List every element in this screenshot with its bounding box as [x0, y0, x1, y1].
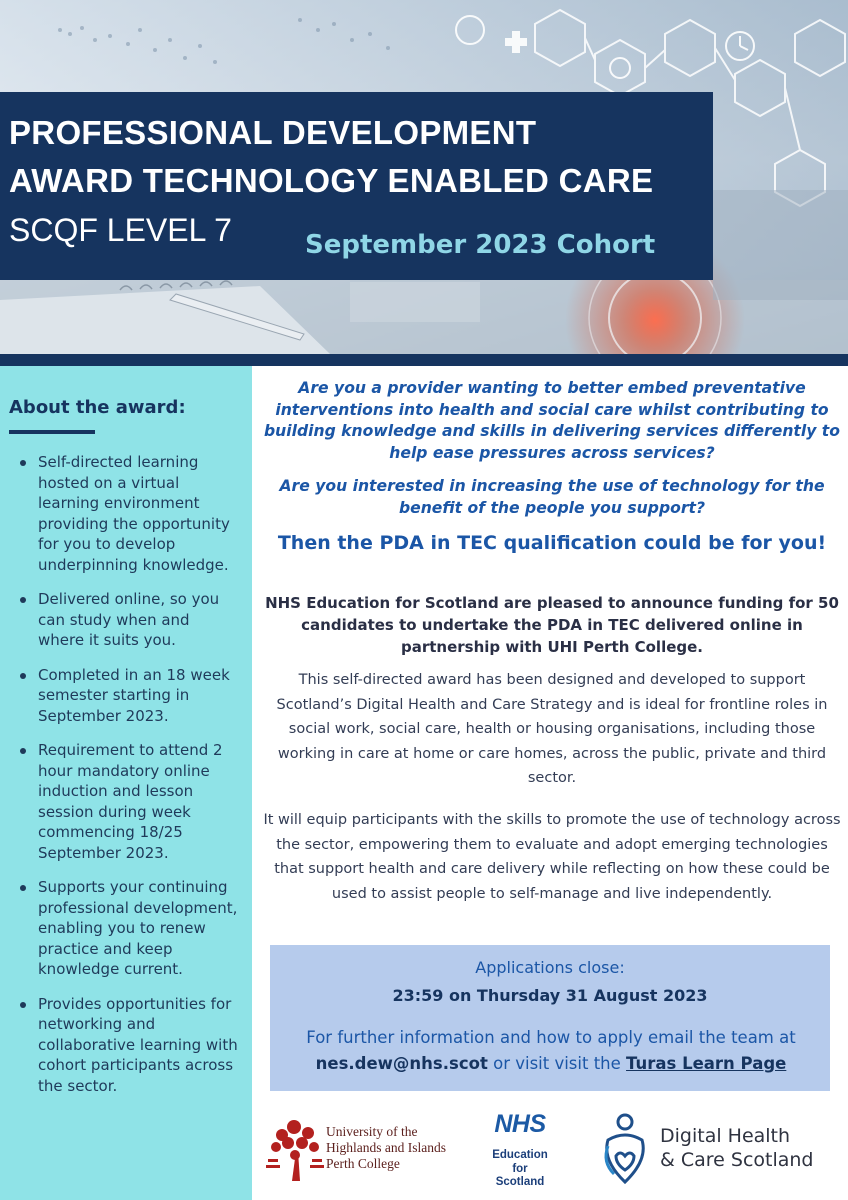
nhs-logo-line: Education — [492, 1149, 548, 1161]
page-title-line-2: AWARD TECHNOLOGY ENABLED CARE — [9, 162, 654, 199]
uhi-logo-line: Perth College — [326, 1156, 400, 1171]
digital-health-care-logo-text — [660, 1124, 814, 1172]
page-title-line-1: PROFESSIONAL DEVELOPMENT — [9, 114, 537, 151]
funding-announcement: NHS Education for Scotland are pleased to announce funding for 50 candidates to undertake the PDA in TEC delivered online in partnership with UHI Perth College. — [265, 594, 839, 656]
hero-divider — [0, 354, 848, 366]
nhs-logo-mark: NHS — [494, 1110, 546, 1138]
about-list-item: Completed in an 18 week semester starting in September 2023. — [18, 665, 240, 727]
nhs-logo-line: Scotland — [495, 1176, 545, 1188]
uhi-logo-line: Highlands and Islands — [326, 1140, 446, 1155]
about-list-item: Delivered online, so you can study when and where it suits you. — [18, 589, 240, 651]
about-heading-underline — [9, 430, 95, 434]
award-description: This self-directed award has been designed and developed to support Scotland’s Digital Health and Care Strategy and is ideal for frontline roles in social work, social care, health or housing organisations, including those working in care at home or care homes, across the public, private and third sector. — [276, 672, 828, 786]
turas-learn-link[interactable]: Turas Learn Page — [626, 1054, 787, 1073]
apply-info-prefix: For further information and how to apply email the team at — [306, 1028, 796, 1047]
about-list-item: Self-directed learning hosted on a virtual learning environment providing the opportunity for you to develop underpinning knowledge. — [18, 452, 240, 575]
about-list-item: Supports your continuing professional development, enabling you to renew practice and keep knowledge current. — [18, 877, 240, 980]
award-benefits: It will equip participants with the skills to promote the use of technology across the sector, empowering them to evaluate and adopt emerging technologies that support health and care delivery while reflecting on how these could be used to assist people to self-manage and live independently. — [263, 812, 841, 902]
qualification-tagline: Then the PDA in TEC qualification could be for you! — [277, 532, 827, 554]
applications-close-label: Applications close: — [475, 958, 625, 977]
apply-info-mid: or visit visit the — [493, 1054, 621, 1073]
intro-question-1: Are you a provider wanting to better embed preventative interventions into health and social care whilst contributing to building knowledge and skills in delivering services differently to help ease pressures across services? — [264, 379, 840, 462]
uhi-logo-line: University of the — [326, 1124, 418, 1139]
digital-health-care-logo-icon — [598, 1112, 652, 1186]
about-heading: About the award: — [9, 397, 186, 418]
dhcs-logo-line: Digital Health — [660, 1125, 791, 1147]
about-list-item: Requirement to attend 2 hour mandatory online induction and lesson session during week commencing 18/25 September 2023. — [18, 740, 240, 863]
nhs-logo-subtitle — [474, 1149, 566, 1190]
apply-instructions — [278, 1025, 824, 1077]
contact-email[interactable]: nes.dew@nhs.scot — [315, 1054, 488, 1073]
intro-question-2: Are you interested in increasing the use of technology for the benefit of the people you support? — [279, 477, 825, 517]
cohort-label: September 2023 Cohort — [305, 230, 656, 260]
about-list-item: Provides opportunities for networking and collaborative learning with cohort participants across the sector. — [18, 994, 240, 1097]
nhs-logo-line: for — [512, 1162, 528, 1175]
dhcs-logo-line: & Care Scotland — [660, 1149, 814, 1171]
scqf-level: SCQF LEVEL 7 — [9, 212, 232, 248]
uhi-logo-text — [326, 1124, 446, 1172]
applications-close-date: 23:59 on Thursday 31 August 2023 — [392, 986, 708, 1005]
about-list — [18, 452, 240, 1110]
